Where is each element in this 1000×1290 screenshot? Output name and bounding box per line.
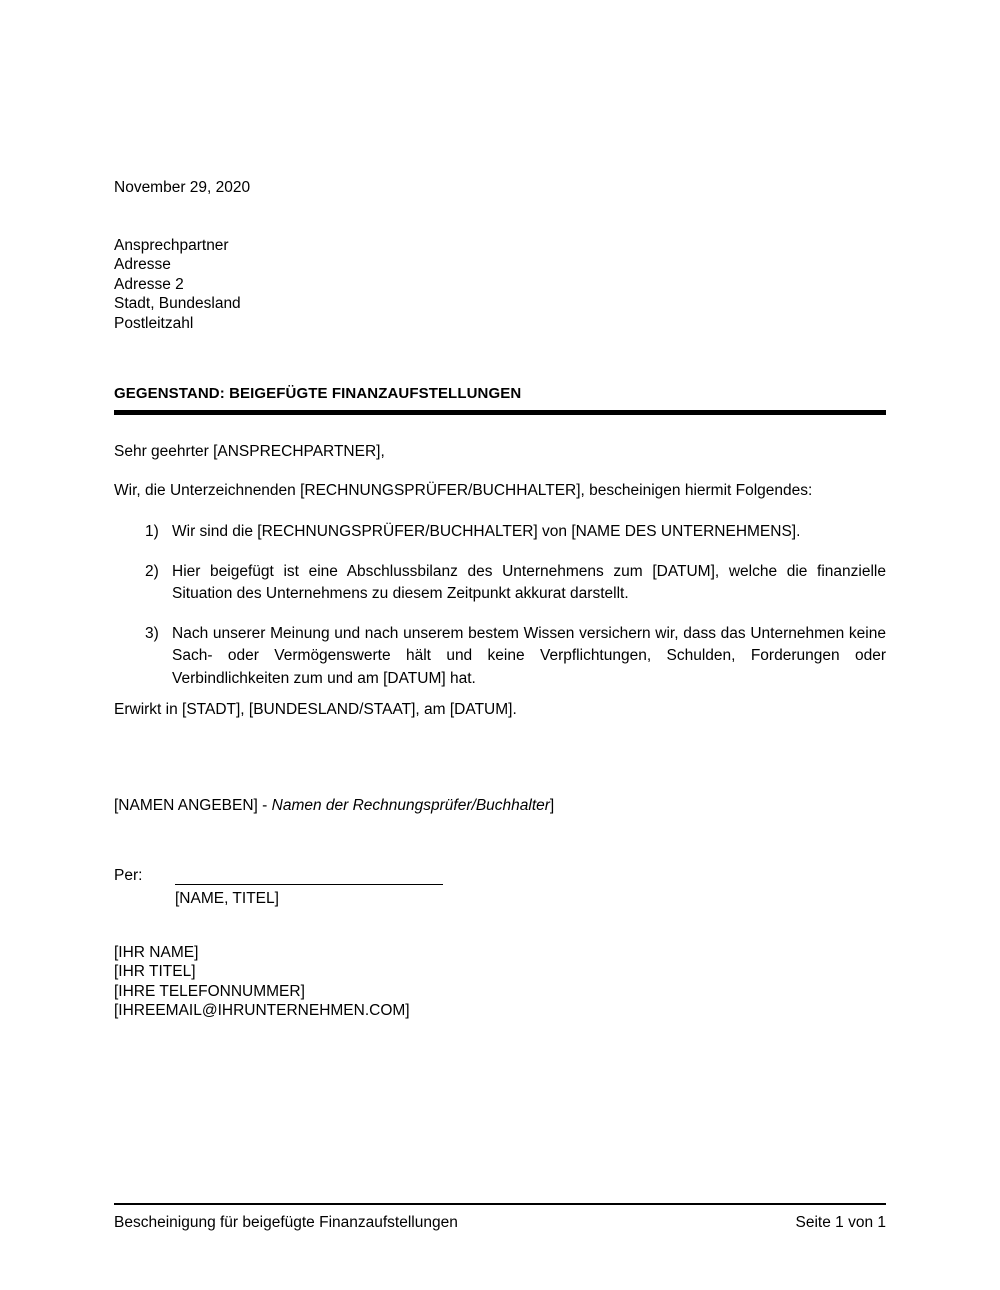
auditor-names-line [114, 796, 554, 816]
contact-email: [IHREEMAIL@IHRUNTERNEHMEN.COM] [114, 1002, 410, 1020]
address-line-4: Stadt, Bundesland [114, 295, 241, 313]
signature-line-rule [175, 884, 443, 885]
list-item-text: Wir sind die [RECHNUNGSPRÜFER/BUCHHALTER] von [NAME DES UNTERNEHMENS]. [172, 523, 801, 540]
list-item-text: Nach unserer Meinung und nach unserem bestem Wissen versichern wir, dass das Unternehmen keine Sach- oder Vermögenswerte hält und keine Verpflichtungen, Schulden, Forderungen oder Verbindlichkeiten zum und am [DATUM] hat. [172, 624, 886, 687]
certification-list [114, 521, 886, 690]
address-line-3: Adresse 2 [114, 275, 184, 293]
contact-title: [IHR TITEL] [114, 963, 196, 981]
signature-name-title: [NAME, TITEL] [175, 890, 279, 907]
list-item [114, 623, 886, 691]
subject-divider-rule [114, 410, 886, 415]
list-item-marker: 2) [145, 562, 159, 580]
address-line-1: Ansprechpartner [114, 237, 229, 254]
footer-row [114, 1213, 886, 1233]
signature-per-label: Per: [114, 867, 143, 884]
auditor-names-suffix: ] [549, 797, 555, 814]
page-footer [114, 1203, 886, 1233]
list-item-marker: 3) [145, 624, 159, 642]
letter-date: November 29, 2020 [114, 179, 251, 196]
list-item-text: Hier beigefügt ist eine Abschlussbilanz des Unternehmens zum [DATUM], welche die finanzielle Situation des Unternehmens zu diesem Zeitpunkt akkurat darstellt. [172, 562, 886, 602]
footer-document-title: Bescheinigung für beigefügte Finanzaufstellungen [114, 1214, 458, 1231]
auditor-names-prefix: [NAMEN ANGEBEN] - [114, 797, 272, 814]
issued-location-line: Erwirkt in [STADT], [BUNDESLAND/STAAT], am [DATUM]. [114, 701, 517, 718]
footer-page-number: Seite 1 von 1 [795, 1214, 886, 1231]
subject-heading: GEGENSTAND: BEIGEFÜGTE FINANZAUFSTELLUNGEN [114, 385, 522, 402]
recipient-address-block [114, 236, 241, 333]
intro-paragraph: Wir, die Unterzeichnenden [RECHNUNGSPRÜFER/BUCHHALTER], bescheinigen hiermit Folgendes: [114, 482, 813, 499]
list-item [114, 521, 886, 544]
list-item-marker: 1) [145, 523, 159, 540]
list-item [114, 561, 886, 606]
footer-divider-rule [114, 1203, 886, 1205]
address-line-2: Adresse [114, 256, 171, 274]
salutation-line: Sehr geehrter [ANSPRECHPARTNER], [114, 443, 385, 460]
sender-contact-block [114, 943, 410, 1021]
address-line-5: Postleitzahl [114, 314, 194, 332]
contact-phone: [IHRE TELEFONNUMMER] [114, 982, 305, 1000]
contact-name: [IHR NAME] [114, 944, 199, 961]
subject-section [114, 385, 886, 415]
auditor-names-italic: Namen der Rechnungsprüfer/Buchhalter [271, 797, 550, 814]
